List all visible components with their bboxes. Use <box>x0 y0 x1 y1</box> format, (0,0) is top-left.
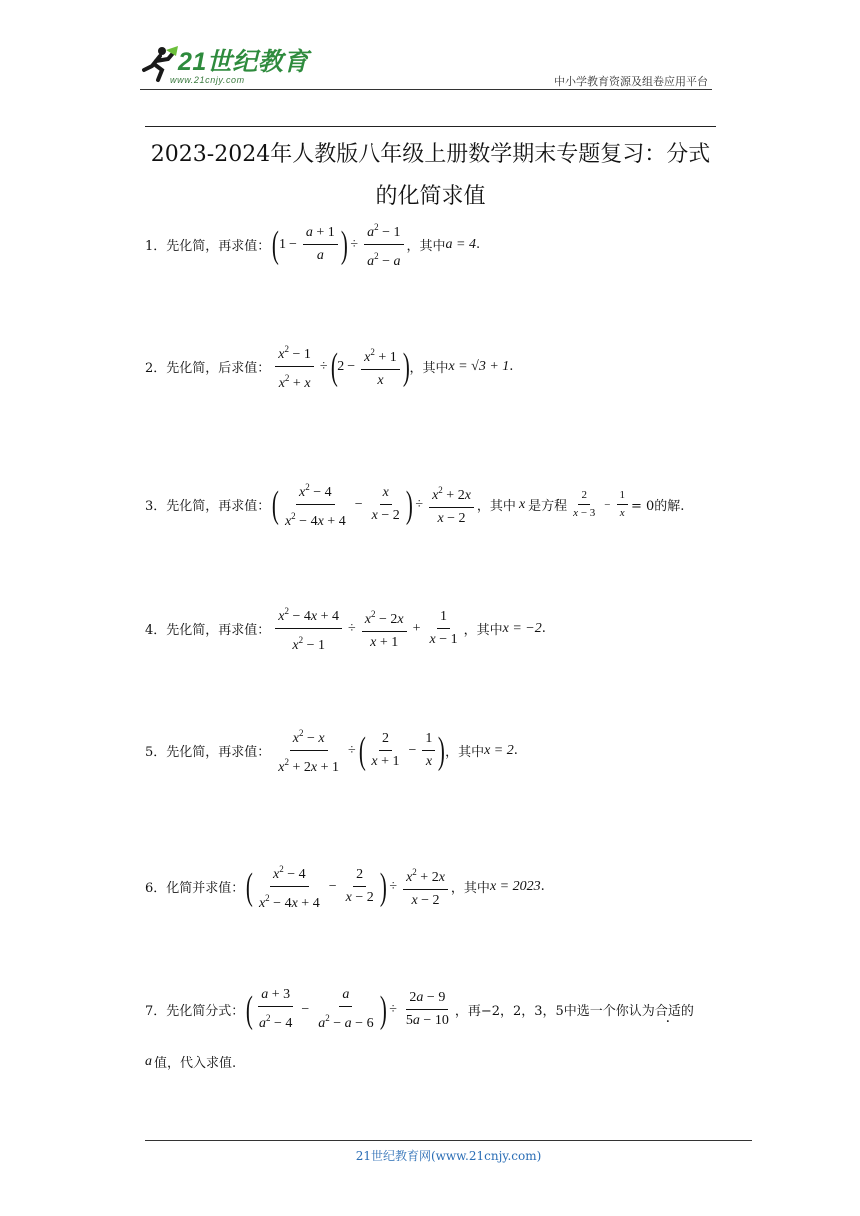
condition: x = 2 <box>484 742 514 758</box>
page-title <box>145 134 716 218</box>
title-line-1: 2023-2024年人教版八年级上册数学期末专题复习：分式 <box>150 142 711 167</box>
question-tail: ，其中 <box>406 239 446 254</box>
condition: a = 4 <box>445 236 476 252</box>
question-2 <box>145 340 513 393</box>
question-number: 2． <box>145 361 167 376</box>
question-lead: 先化简，再求值： <box>166 745 271 760</box>
footer-link[interactable]: 21世纪教育网(www.21cnjy.com) <box>355 1149 542 1163</box>
question-7-line-2 <box>145 1052 236 1071</box>
question-lead: 先化简，再求值： <box>166 239 271 254</box>
question-number: 3． <box>145 499 167 514</box>
math-expression: ( 1 − $\frac{a + 1}{a}$ ) ÷ $\frac{a^2 - 1}{a^2 - a}$ <box>272 218 406 271</box>
equation: $\frac{2}{x - 3}$ − $\frac{1}{x}$ <box>567 489 631 520</box>
question-number: 5． <box>145 745 167 760</box>
question-number: 1． <box>145 239 167 254</box>
question-1 <box>145 218 480 271</box>
question-3 <box>145 478 684 531</box>
question-lead: 先化简，后求值： <box>166 361 271 376</box>
question-lead: 先化简，再求值： <box>166 623 271 638</box>
question-tail: ，其中 <box>476 499 516 514</box>
question-lead: 先化简，再求值： <box>166 499 271 514</box>
equation-end: = 0的解. <box>631 499 685 514</box>
question-6 <box>145 860 545 913</box>
logo-text: 21世纪教育 <box>178 48 309 76</box>
question-number: 7． <box>145 1004 167 1019</box>
question-end: . <box>475 237 481 252</box>
footer-divider <box>145 1140 752 1141</box>
math-expression: $\frac{x^2 - x}{x^2 + 2x + 1}$ ÷ ( $\frac{2}{x + 1}$ − $\frac{1}{x}$ ) <box>272 724 445 777</box>
question-lead: 化简并求值： <box>166 881 245 896</box>
variable: x <box>518 496 526 512</box>
site-logo <box>140 42 310 92</box>
title-top-rule <box>145 126 716 127</box>
condition: x = √3 + 1 <box>448 358 510 374</box>
question-end: . <box>541 621 546 636</box>
title-line-2: 的化简求值 <box>375 184 486 209</box>
condition: x = 2023 <box>489 878 541 894</box>
logo-url: www.21cnjy.com <box>170 75 245 85</box>
header-divider <box>140 89 712 90</box>
question-lead: 先化简分式： <box>166 1004 245 1019</box>
question-end: 的 <box>680 1004 694 1019</box>
question-line-2: 值，代入求值. <box>154 1056 237 1071</box>
question-mid: 是方程 <box>528 499 568 514</box>
question-end: . <box>513 743 518 758</box>
question-number: 4． <box>145 623 167 638</box>
question-tail: ，其中 <box>445 745 485 760</box>
question-7 <box>145 986 694 1033</box>
question-tail: ，其中 <box>450 881 490 896</box>
page-header <box>140 42 712 92</box>
question-tail: ，其中 <box>409 361 449 376</box>
question-end: . <box>540 879 545 894</box>
question-number: 6． <box>145 881 167 896</box>
condition: x = −2 <box>502 620 542 636</box>
math-expression: ( $\frac{a + 3}{a^2 - 4}$ − $\frac{a}{a^2 - a - 6}$ ) ÷ $\frac{2a - 9}{5a - 10}$ <box>246 987 449 1031</box>
question-tail: ，再−2，2，3，5中选一个你认为 <box>454 1004 655 1019</box>
math-expression: ( $\frac{x^2 - 4}{x^2 - 4x + 4}$ − $\frac{2}{x - 2}$ ) ÷ $\frac{x^2 + 2x}{x - 2}$ <box>246 860 451 913</box>
emphasized-text: 合适 · <box>655 1000 681 1019</box>
question-5 <box>145 724 518 777</box>
question-4 <box>145 602 546 655</box>
math-expression: ( $\frac{x^2 - 4}{x^2 - 4x + 4}$ − $\frac{x}{x - 2}$ ) ÷ $\frac{x^2 + 2x}{x - 2}$ <box>272 478 477 531</box>
platform-label: 中小学教育资源及组卷应用平台 <box>554 75 708 88</box>
math-expression: $\frac{x^2 - 1}{x^2 + x}$ ÷ ( 2 − $\frac{x^2 + 1}{x}$ ) <box>272 340 409 393</box>
variable: a <box>145 1053 152 1069</box>
math-expression: $\frac{x^2 - 4x + 4}{x^2 - 1}$ ÷ $\frac{x^2 - 2x}{x + 1}$ + $\frac{1}{x - 1}$ <box>272 602 463 655</box>
question-tail: ，其中 <box>463 623 503 638</box>
question-end: . <box>509 359 514 374</box>
